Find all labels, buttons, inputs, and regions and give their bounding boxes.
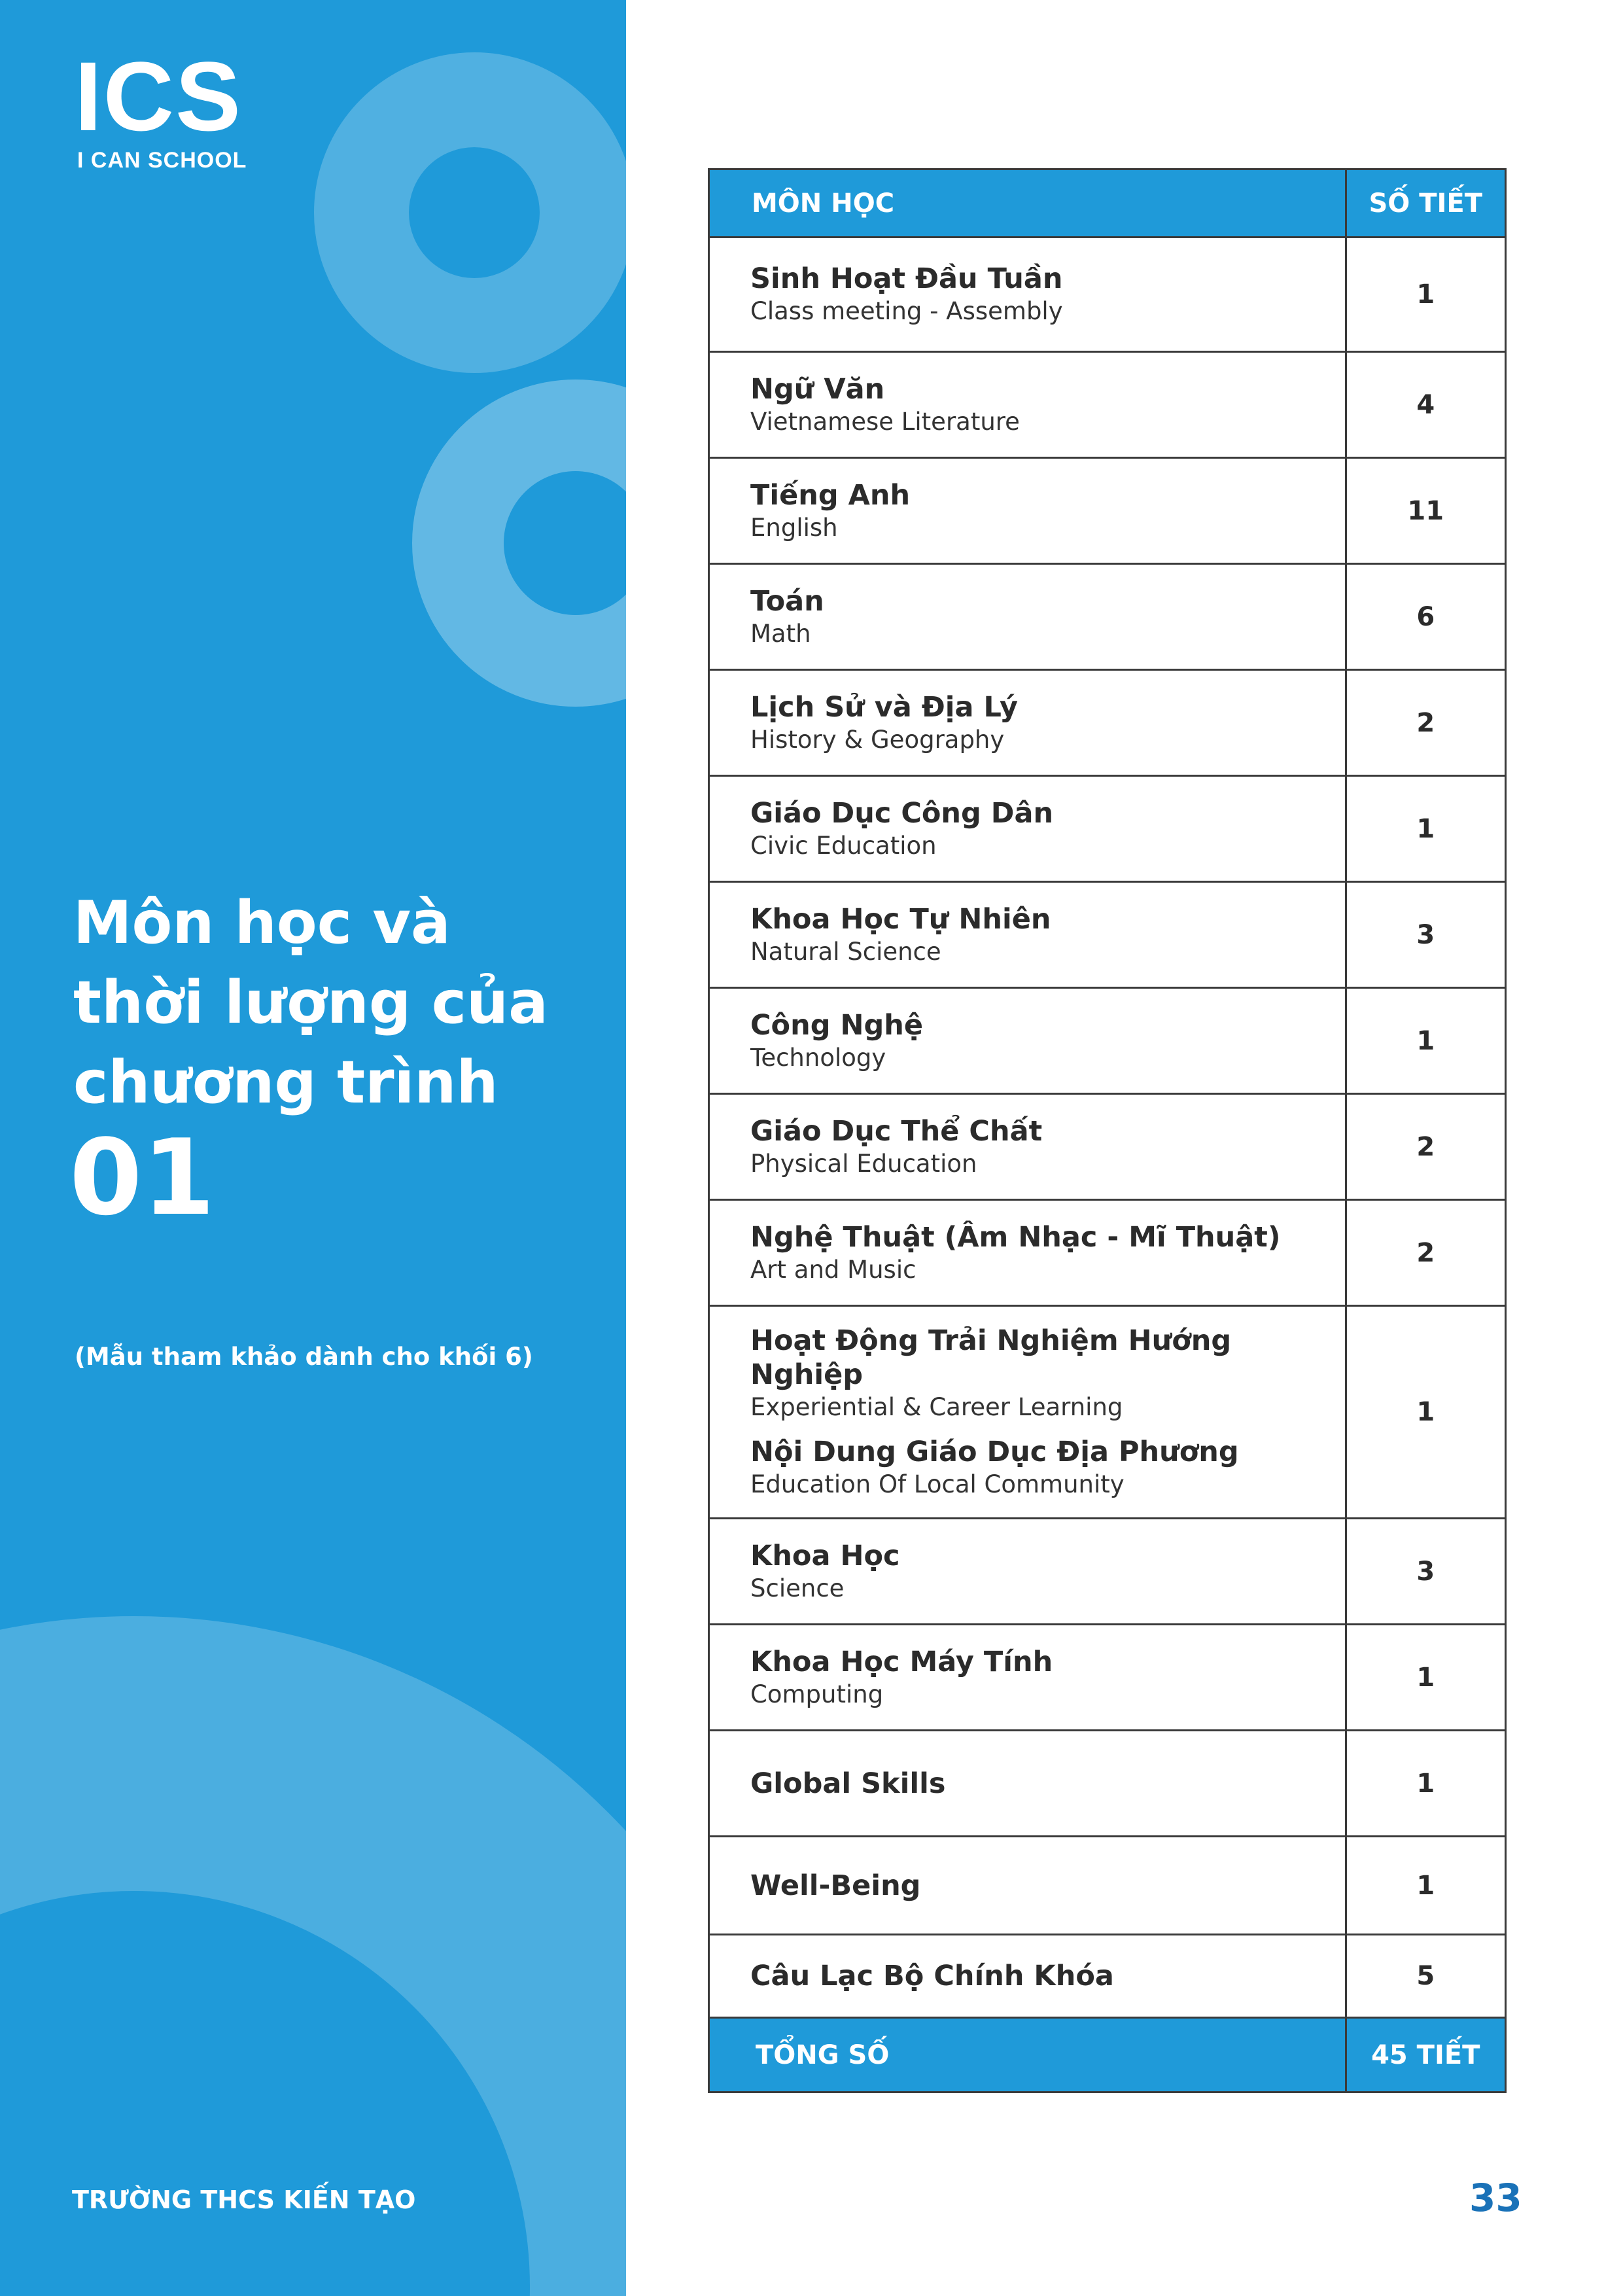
subject-cell [709, 1094, 1346, 1200]
title-line: Môn học và [73, 889, 451, 957]
subject-name-vi: Ngữ Văn [750, 372, 885, 406]
subject-name-vi: Sinh Hoạt Đầu Tuần [750, 262, 1063, 295]
total-periods: 45 TIẾT [1346, 2018, 1505, 2093]
subject-cell [709, 564, 1346, 670]
logo-mark: ICS [75, 41, 243, 151]
subject-cell [709, 1935, 1346, 2018]
reference-note: (Mẫu tham khảo dành cho khối 6) [75, 1343, 533, 1371]
subject-name-en: Technology [750, 1043, 886, 1072]
subject-cell [709, 776, 1346, 882]
decorative-ring [314, 52, 626, 373]
periods-cell: 11 [1346, 458, 1505, 564]
subject-cell [709, 882, 1346, 988]
table-row [709, 1200, 1506, 1306]
subject-cell [709, 1519, 1346, 1625]
subject-name-en: Experiential & Career Learning [750, 1393, 1123, 1421]
subject-cell [709, 1731, 1346, 1837]
subject-name-vi: Khoa Học Tự Nhiên [750, 902, 1051, 936]
periods-cell: 3 [1346, 882, 1505, 988]
table-row [709, 1519, 1506, 1625]
table-row [709, 564, 1506, 670]
school-logo [75, 41, 247, 173]
table-footer [709, 2018, 1506, 2093]
subject-name-vi: Giáo Dục Công Dân [750, 796, 1054, 830]
subject-name-vi: Toán [750, 584, 824, 618]
subject-cell [709, 670, 1346, 776]
subject-cell [709, 458, 1346, 564]
periods-cell: 1 [1346, 1625, 1505, 1731]
subject-name-vi: Nghệ Thuật (Âm Nhạc - Mĩ Thuật) [750, 1220, 1281, 1254]
periods-cell: 2 [1346, 1200, 1505, 1306]
subject-name-vi: Nội Dung Giáo Dục Địa Phương [750, 1436, 1239, 1468]
subject-name-en: Math [750, 619, 811, 648]
subject-cell [709, 1625, 1346, 1731]
subject-cell [709, 238, 1346, 352]
subject-pair [750, 1435, 1325, 1500]
subject-name-en: History & Geography [750, 725, 1005, 754]
subject-cell [709, 1837, 1346, 1935]
subject-name-en: Art and Music [750, 1255, 916, 1284]
left-panel [0, 0, 626, 2296]
subject-name-vi: Lịch Sử và Địa Lý [750, 690, 1019, 724]
subject-cell [709, 352, 1346, 458]
school-name: TRƯỜNG THCS KIẾN TẠO [72, 2185, 416, 2214]
subject-name-vi: Global Skills [750, 1767, 946, 1800]
table-row [709, 1935, 1506, 2018]
subject-name-vi: Câu Lạc Bộ Chính Khóa [750, 1960, 1114, 1992]
table-row [709, 1837, 1506, 1935]
decorative-ring [412, 380, 626, 707]
title-line: chương trình [73, 1048, 498, 1117]
subject-cell [709, 1306, 1346, 1519]
periods-cell: 2 [1346, 1094, 1505, 1200]
subject-name-en: English [750, 513, 838, 542]
table-row [709, 1625, 1506, 1731]
subject-cell [709, 1200, 1346, 1306]
page-title [73, 883, 597, 1123]
subjects-table [708, 168, 1507, 2093]
periods-cell: 3 [1346, 1519, 1505, 1625]
table-row [709, 776, 1506, 882]
subject-name-en: Class meeting - Assembly [750, 297, 1063, 325]
subject-name-en: Vietnamese Literature [750, 407, 1020, 436]
subject-name-en: Computing [750, 1680, 884, 1708]
title-line: thời lượng của [73, 968, 548, 1037]
table-row [709, 352, 1506, 458]
table-row [709, 988, 1506, 1094]
table-row [709, 670, 1506, 776]
table-row [709, 882, 1506, 988]
subject-name-vi: Well-Being [750, 1869, 921, 1902]
subject-name-vi: Công Nghệ [750, 1008, 924, 1042]
periods-cell: 2 [1346, 670, 1505, 776]
logo-subtitle: I CAN SCHOOL [77, 148, 247, 173]
table-row [709, 1306, 1506, 1519]
periods-cell: 4 [1346, 352, 1505, 458]
subject-name-vi: Hoạt Động Trải Nghiệm Hướng Nghiệp [750, 1324, 1232, 1391]
periods-cell: 1 [1346, 1306, 1505, 1519]
periods-cell: 1 [1346, 1731, 1505, 1837]
periods-cell: 5 [1346, 1935, 1505, 2018]
table-row [709, 238, 1506, 352]
subject-cell [709, 988, 1346, 1094]
subject-name-vi: Giáo Dục Thể Chất [750, 1114, 1043, 1148]
table-header [709, 169, 1506, 238]
periods-cell: 1 [1346, 1837, 1505, 1935]
program-number: 01 [69, 1116, 215, 1239]
subject-name-en: Civic Education [750, 831, 937, 860]
subject-name-vi: Khoa Học Máy Tính [750, 1645, 1053, 1678]
subject-pair [750, 1324, 1325, 1423]
subject-name-vi: Tiếng Anh [750, 478, 911, 512]
table-row [709, 1731, 1506, 1837]
total-label: TỔNG SỐ [709, 2018, 1346, 2093]
periods-cell: 6 [1346, 564, 1505, 670]
periods-cell: 1 [1346, 238, 1505, 352]
header-subject: MÔN HỌC [709, 169, 1346, 238]
table-row [709, 1094, 1506, 1200]
subject-name-vi: Khoa Học [750, 1539, 900, 1572]
subject-name-en: Education Of Local Community [750, 1470, 1125, 1498]
page-number: 33 [1469, 2176, 1522, 2220]
subject-name-en: Science [750, 1574, 845, 1602]
subject-name-en: Natural Science [750, 937, 941, 966]
table-row [709, 458, 1506, 564]
periods-cell: 1 [1346, 776, 1505, 882]
subject-name-en: Physical Education [750, 1149, 977, 1178]
header-periods: SỐ TIẾT [1346, 169, 1505, 238]
periods-cell: 1 [1346, 988, 1505, 1094]
